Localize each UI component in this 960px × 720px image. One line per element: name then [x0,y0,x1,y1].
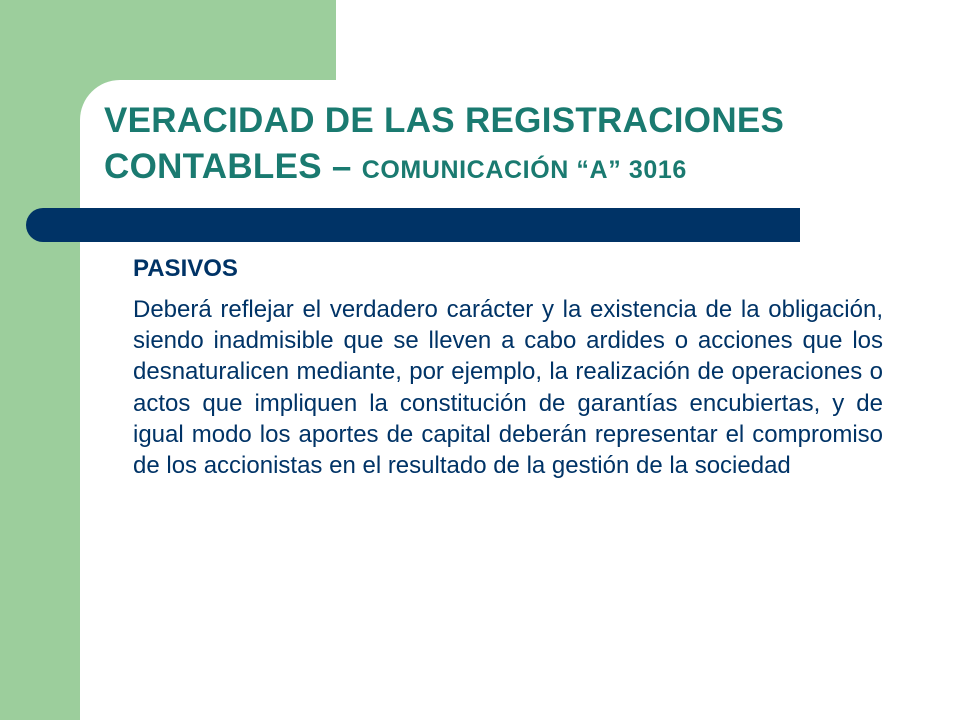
section-heading: PASIVOS [133,255,238,282]
slide-title-main: VERACIDAD DE LAS REGISTRACIONES CONTABLES – [104,101,785,186]
slide-title [104,98,864,193]
slide-body [133,254,883,481]
slide-title-sub: COMUNICACIÓN “A” 3016 [361,156,687,184]
title-divider-bar [26,208,800,242]
body-paragraph: Deberá reflejar el verdadero carácter y la existencia de la obligación, siendo inadmisible que se lleven a cabo ardides o acciones que los desnaturalicen mediante, por ejemplo, la realización de operaciones o actos que impliquen la constitución de garantías encubiertas, y de igual modo los aportes de capital deberán representar el compromiso de los accionistas en el resultado de la gestión de la sociedad [133,296,883,480]
